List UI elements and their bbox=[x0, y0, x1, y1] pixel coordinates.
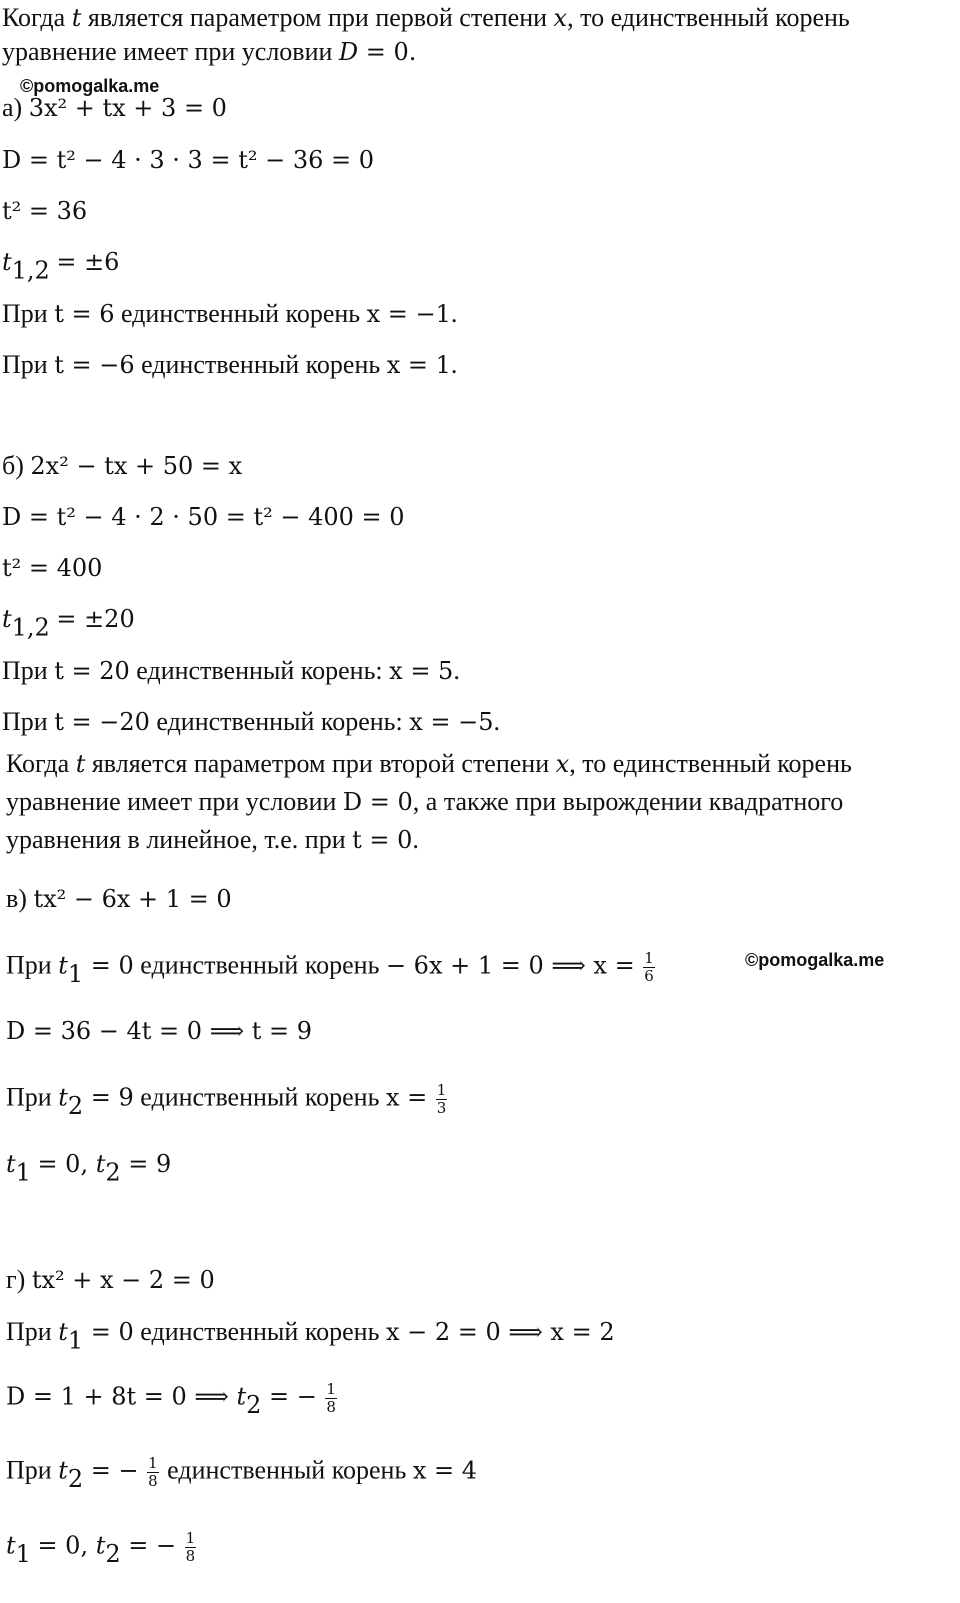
watermark: ©pomogalka.me bbox=[20, 76, 160, 96]
intro2-line-1: Когда t является параметром при второй степени x, то единственный корень bbox=[6, 749, 852, 778]
part-a-answer-1: При t = 6 единственный корень x = −1. bbox=[2, 299, 458, 328]
intro2-line-2: уравнение имеет при условии D = 0, а также при вырождении квадратного bbox=[6, 787, 844, 816]
watermark: ©pomogalka.me bbox=[745, 950, 885, 970]
part-a-t-roots: $t_{1,2} = \pm 6$ bbox=[2, 248, 120, 285]
part-v-final: $t_1 = 0$, $t_2 = 9$ bbox=[6, 1150, 172, 1187]
part-g-equation: г) tx² + x − 2 = 0 bbox=[6, 1265, 215, 1294]
part-a-t-squared: t² = 36 bbox=[2, 197, 88, 225]
part-a-discriminant: D = t² − 4 · 3 · 3 = t² − 36 = 0 bbox=[2, 146, 374, 174]
part-b-t-roots: $t_{1,2} = \pm 20$ bbox=[2, 605, 135, 642]
intro2-line-3: уравнения в линейное, т.е. при t = 0. bbox=[6, 825, 419, 854]
fraction: $\frac{1}{8}$ bbox=[148, 1454, 158, 1490]
part-g-discriminant: D = 1 + 8t = 0 ⟹ $t_2$ = − $\frac{1}{8}$ bbox=[6, 1380, 336, 1419]
part-g-final: $t_1 = 0$, $t_2$ = − $\frac{1}{8}$ bbox=[6, 1529, 196, 1568]
fraction: $\frac{1}{6}$ bbox=[644, 949, 654, 985]
fraction: $\frac{1}{3}$ bbox=[436, 1081, 447, 1117]
part-g-line-1: При $t_1 = 0$ единственный корень x − 2 = 0 ⟹ x = 2 bbox=[6, 1317, 615, 1355]
part-b-answer-1: При t = 20 единственный корень: x = 5. bbox=[2, 656, 460, 685]
intro-line-2: уравнение имеет при условии D = 0. bbox=[2, 37, 417, 66]
part-v-line-1: При $t_1 = 0$ единственный корень − 6x + 1 = 0 ⟹ x = $\frac{1}{6}$ bbox=[6, 949, 654, 988]
part-v-line-2: При $t_2 = 9$ единственный корень x = $\frac{1}{3}$ bbox=[6, 1081, 447, 1120]
fraction: $\frac{1}{8}$ bbox=[326, 1380, 336, 1416]
part-v-equation: в) tx² − 6x + 1 = 0 bbox=[6, 884, 232, 913]
part-a-answer-2: При t = −6 единственный корень x = 1. bbox=[2, 350, 458, 379]
part-v-discriminant: D = 36 − 4t = 0 ⟹ t = 9 bbox=[6, 1017, 313, 1045]
intro-line-1: Когда t является параметром при первой степени x, то единственный корень bbox=[2, 3, 850, 32]
part-a-equation: а) 3x² + tx + 3 = 0 bbox=[2, 93, 227, 122]
part-b-discriminant: D = t² − 4 · 2 · 50 = t² − 400 = 0 bbox=[2, 503, 405, 531]
fraction: $\frac{1}{8}$ bbox=[185, 1529, 196, 1565]
part-b-t-squared: t² = 400 bbox=[2, 554, 103, 582]
part-g-line-2: При $t_2$ = − $\frac{1}{8}$ единственный корень x = 4 bbox=[6, 1454, 477, 1493]
part-b-answer-2: При t = −20 единственный корень: x = −5. bbox=[2, 707, 501, 736]
part-b-equation: б) 2x² − tx + 50 = x bbox=[2, 451, 243, 480]
